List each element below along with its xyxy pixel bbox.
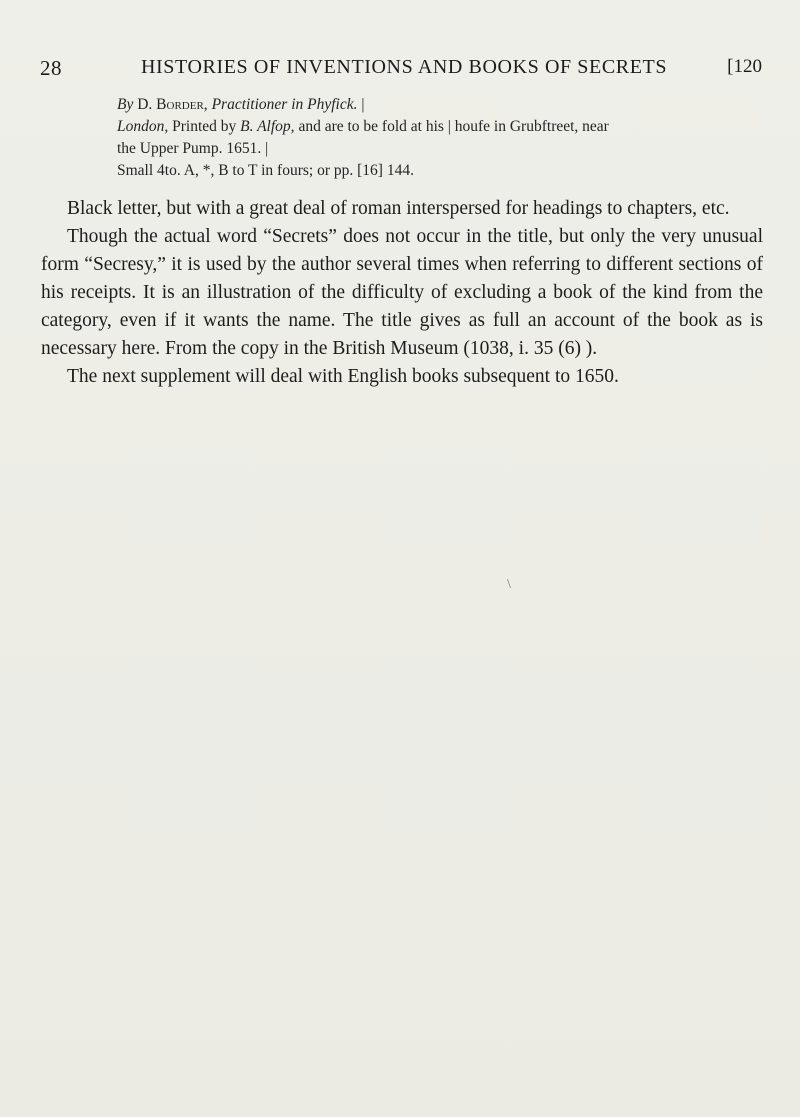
running-title: HISTORIES OF INVENTIONS AND BOOKS OF SECRETS [141,56,668,78]
biblio-place: London, [117,118,169,135]
paragraph-1: Black letter, but with a great deal of roman interspersed for headings to chapters, etc. [67,198,730,219]
biblio-line-author [117,94,757,116]
section-number: [120 [727,56,762,77]
page-number: 28 [40,56,62,80]
body-text [41,195,763,391]
biblio-printer: B. Alfop, [240,118,295,135]
biblio-author: D. Border, [137,96,208,113]
biblio-line-imprint [117,116,757,138]
bibliographic-entry [117,94,757,182]
biblio-line-date: the Upper Pump. 1651. | [117,140,269,157]
running-head [40,56,762,82]
stray-pen-mark: \ [507,577,511,592]
biblio-line-separator: | [361,96,365,113]
biblio-printed-by: Printed by [172,118,237,135]
paragraph-2: Though the actual word “Secrets” does not occur in the title, but only the very unusual form “Secresy,” it is used by the author several times when referring to different sections of his receipts. It is an illustration of the difficulty of excluding a book of the kind from the category, even if it wants the name. The title gives as full an account of the book as is necessary here. From the copy in the British Museum (1038, i. 35 (6) ). [41,226,763,359]
biblio-title: Practitioner in Phyfick. [211,96,358,113]
paragraph-3: The next supplement will deal with English books subsequent to 1650. [67,366,619,387]
biblio-line-collation: Small 4to. A, *, B to T in fours; or pp. [16] 144. [117,162,414,179]
biblio-by: By [117,96,134,113]
biblio-sale-text: and are to be fold at his | houfe in Grubftreet, near [298,118,609,135]
